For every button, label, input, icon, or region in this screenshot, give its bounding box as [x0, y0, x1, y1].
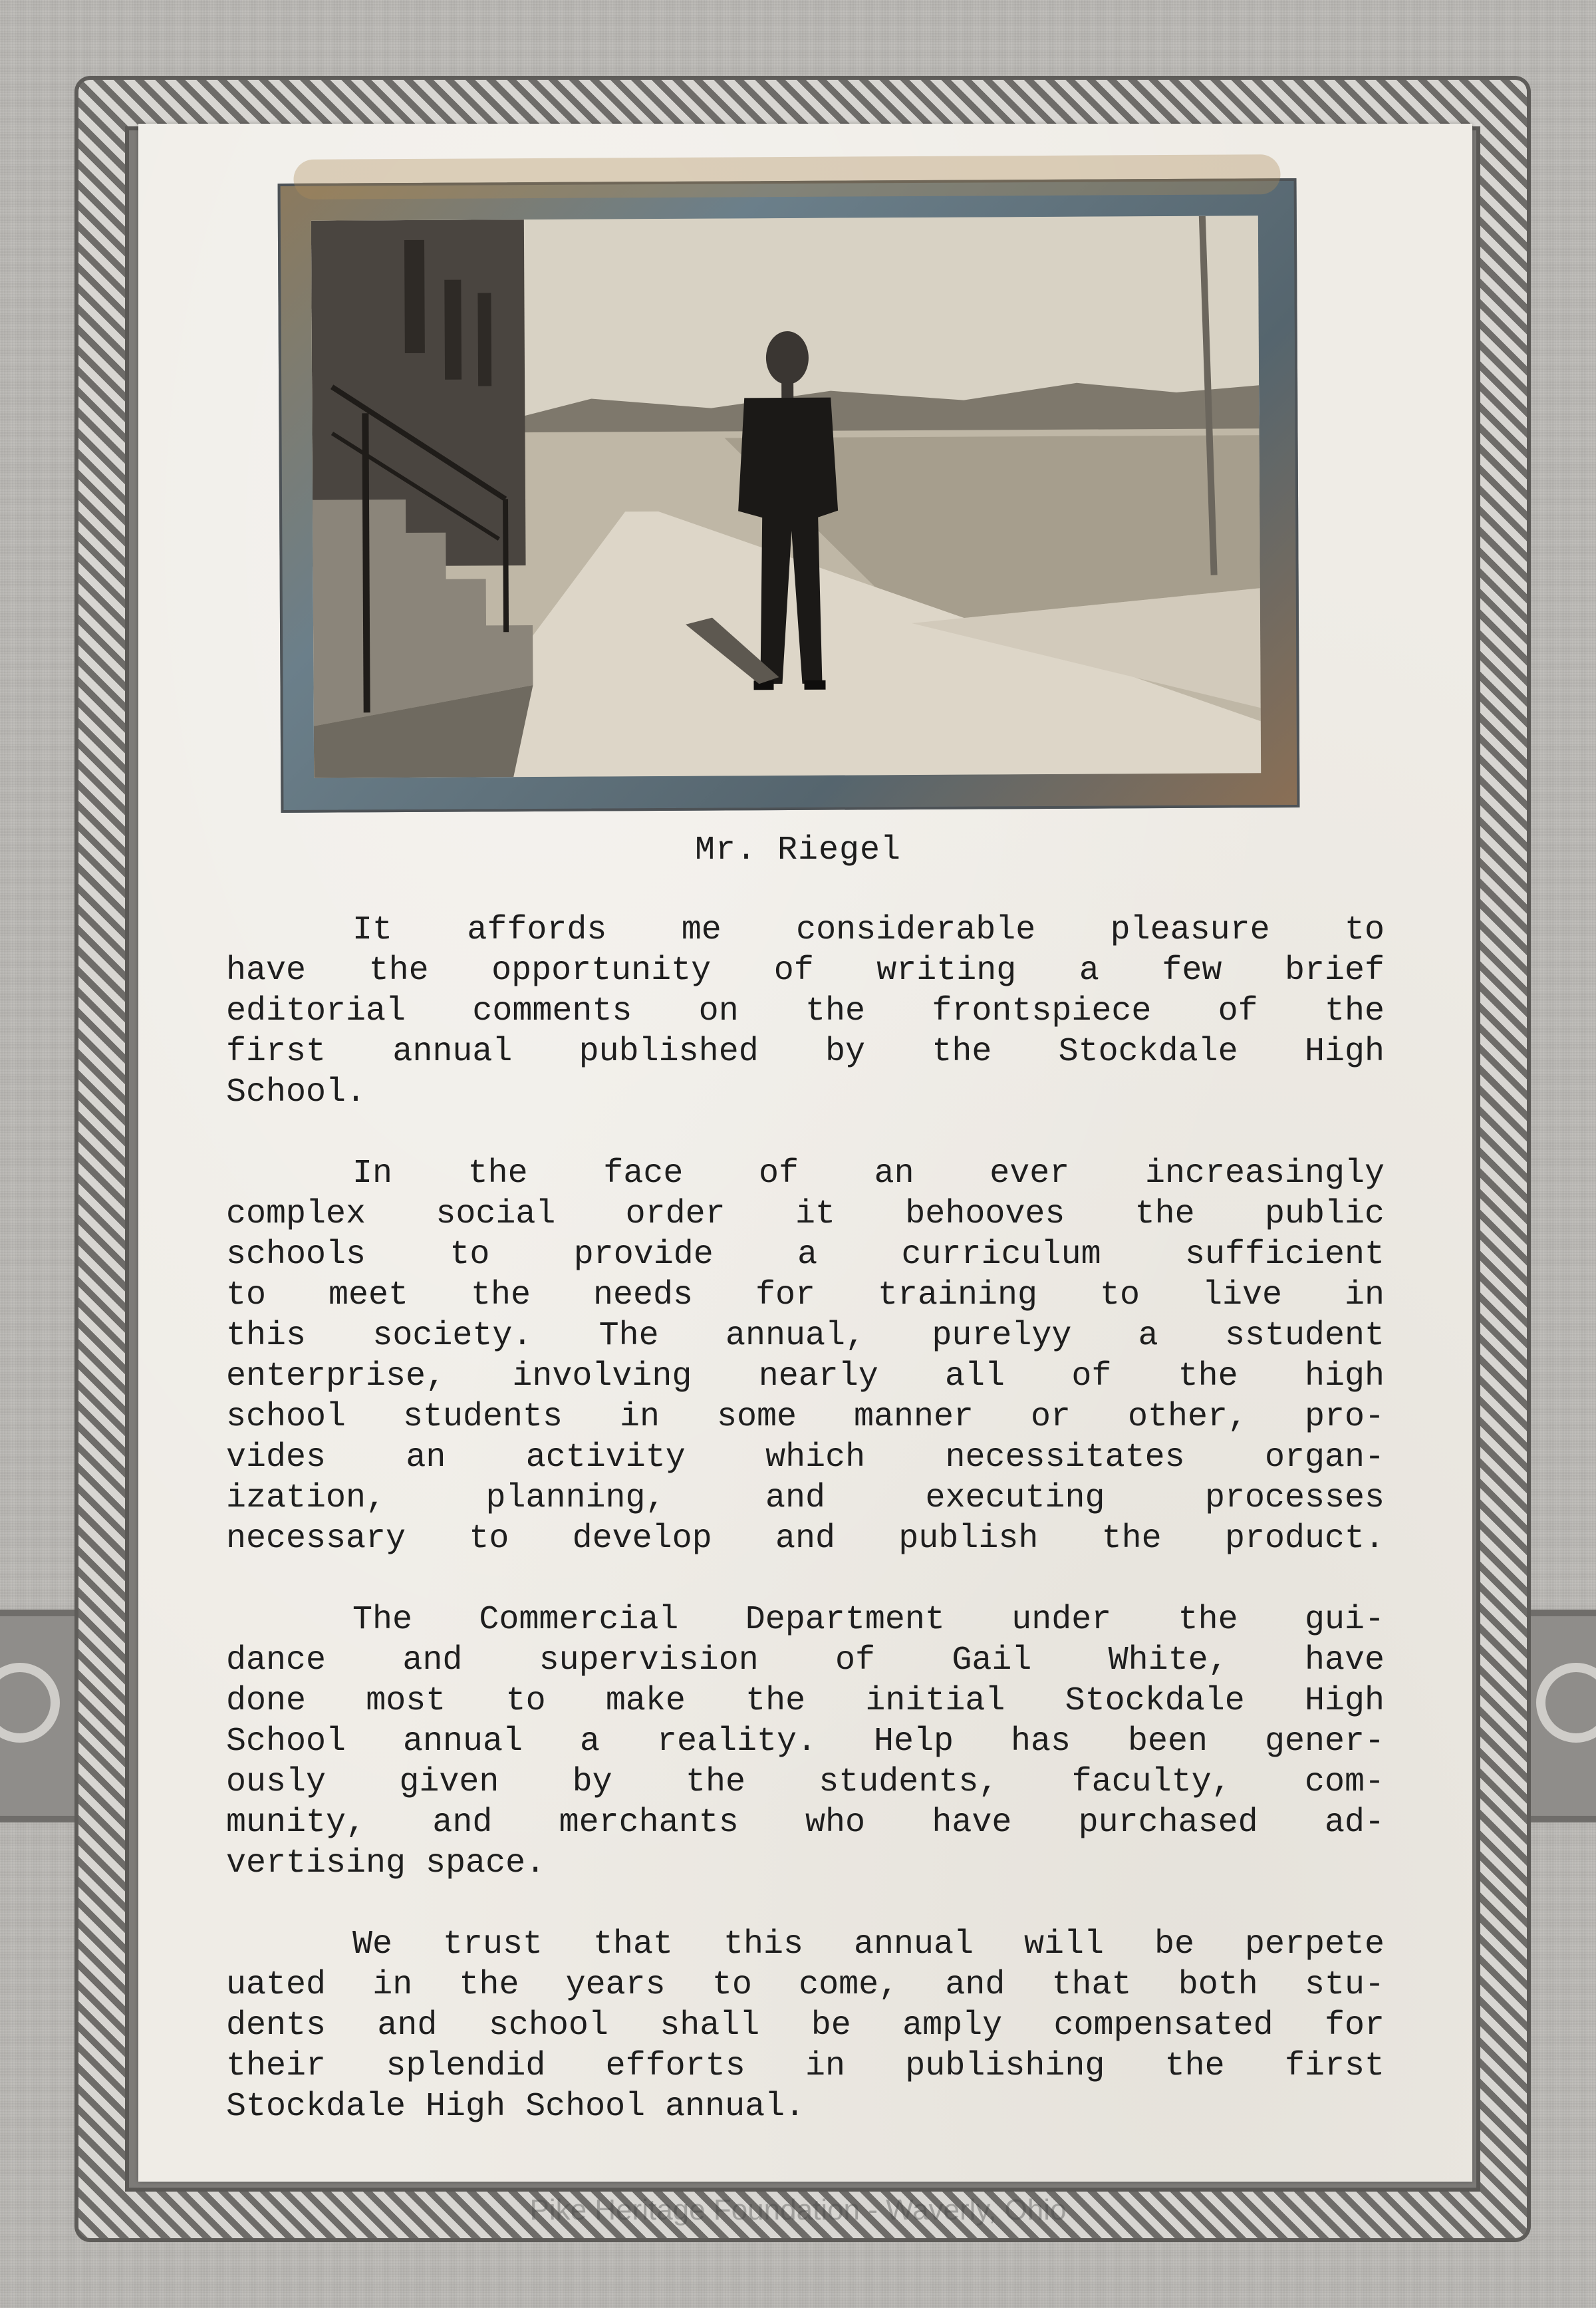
text-line: In the face of an ever increasingly: [352, 1155, 1385, 1193]
editorial-text: [226, 910, 1385, 2168]
portrait-photo: [311, 216, 1261, 778]
text-line: their splendid efforts in publishing the first: [226, 2047, 1385, 2085]
text-line: complex social order it behooves the public: [226, 1195, 1385, 1233]
text-line: School annual a reality. Help has been gener-: [226, 1723, 1385, 1761]
text-line: dents and school shall be amply compensated for: [226, 2007, 1385, 2045]
text-line: vides an activity which necessitates organ-: [226, 1439, 1385, 1477]
text-line: to meet the needs for training to live in: [226, 1276, 1385, 1314]
photo-caption: Mr. Riegel: [694, 831, 902, 869]
age-stain: [293, 154, 1280, 200]
text-line: first annual published by the Stockdale High: [226, 1033, 1385, 1071]
text-line: ously given by the students, faculty, com-: [226, 1763, 1385, 1801]
text-line: enterprise, involving nearly all of the high: [226, 1358, 1385, 1395]
text-line: schools to provide a curriculum sufficient: [226, 1236, 1385, 1274]
text-line: It affords me considerable pleasure to: [352, 911, 1385, 949]
scroll-ornament: [0, 1663, 60, 1743]
paragraph: [226, 910, 1385, 1113]
text-line: munity, and merchants who have purchased ad-: [226, 1804, 1385, 1842]
paragraph: [226, 1600, 1385, 1884]
text-line: dance and supervision of Gail White, have: [226, 1642, 1385, 1679]
text-line: editorial comments on the frontspiece of the: [226, 992, 1385, 1030]
photo-mount: [278, 178, 1300, 813]
text-line: necessary to develop and publish the product.: [226, 1520, 1385, 1558]
paragraph: [226, 1924, 1385, 2127]
text-line: have the opportunity of writing a few brief: [226, 952, 1385, 990]
text-line: Stockdale High School annual.: [226, 2088, 805, 2126]
text-line: uated in the years to come, and that both stu-: [226, 1966, 1385, 2004]
text-line: School.: [226, 1074, 366, 1111]
text-line: this society. The annual, purelyy a sstudent: [226, 1317, 1385, 1355]
watermark: Pike Heritage Foundation - Waverly, Ohio: [529, 2194, 1067, 2226]
text-line: vertising space.: [226, 1844, 546, 1882]
text-line: We trust that this annual will be perpete: [352, 1926, 1385, 1963]
text-line: ization, planning, and executing processes: [226, 1479, 1385, 1517]
text-line: school students in some manner or other, pro-: [226, 1398, 1385, 1436]
paragraph: [226, 1153, 1385, 1559]
text-line: done most to make the initial Stockdale High: [226, 1682, 1385, 1720]
text-line: The Commercial Department under the gui-: [352, 1601, 1385, 1639]
scroll-ornament: [1536, 1663, 1596, 1743]
